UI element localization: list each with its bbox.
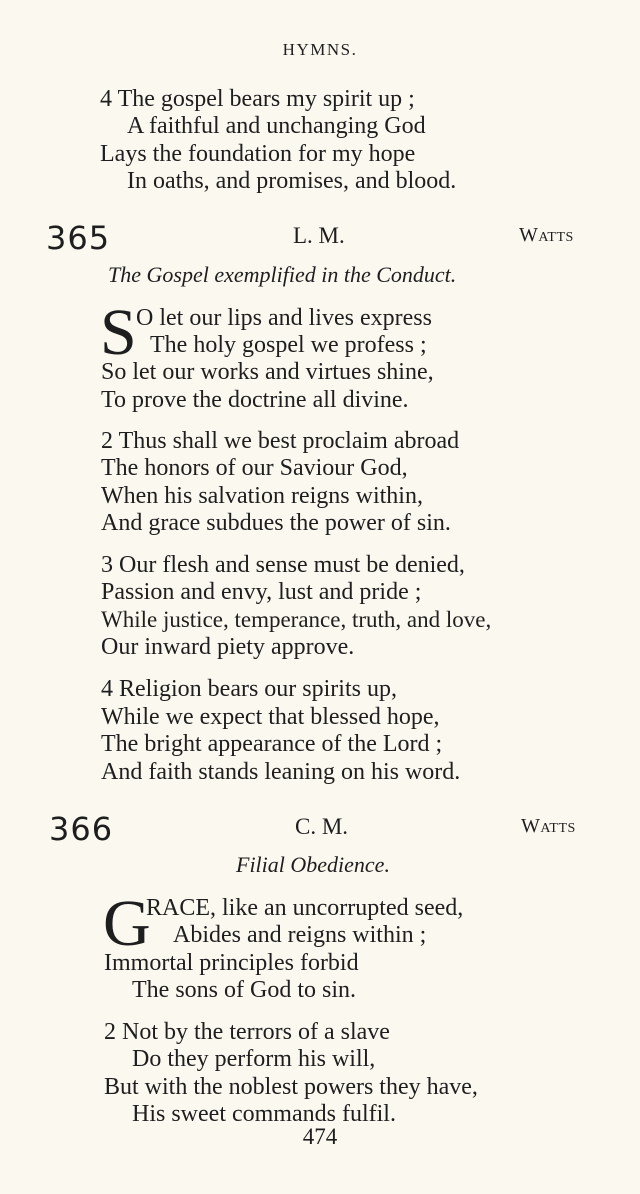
hymn-meter: L. M. [293, 223, 345, 248]
verse-line: Our inward piety approve. [101, 634, 355, 660]
hymn-title: Filial Obedience. [236, 852, 390, 877]
hymn-number: 366 [49, 810, 114, 848]
verse-line: While justice, temperance, truth, and love, [101, 607, 492, 632]
verse-line: So let our works and virtues shine, [101, 359, 434, 385]
page-number: 474 [302, 1124, 338, 1149]
verse-line: Do they perform his will, [132, 1046, 376, 1072]
verse-line: His sweet commands fulfil. [132, 1101, 396, 1127]
drop-cap: G [103, 887, 151, 960]
verse-line: While we expect that blessed hope, [101, 704, 440, 730]
verse-line: And faith stands leaning on his word. [101, 759, 461, 785]
verse-line: 3 Our flesh and sense must be denied, [101, 552, 465, 578]
verse-line: Passion and envy, lust and pride ; [101, 579, 422, 605]
verse-line: Abides and reigns within ; [173, 922, 427, 948]
hymn-meter: C. M. [295, 814, 349, 839]
verse-line: When his salvation reigns within, [101, 483, 423, 509]
verse-line: 2 Thus shall we best proclaim abroad [101, 428, 460, 454]
verse-line: But with the noblest powers they have, [104, 1074, 478, 1100]
hymn-title: The Gospel exemplified in the Conduct. [108, 262, 457, 287]
verse-line: In oaths, and promises, and blood. [127, 168, 457, 194]
verse-line: The holy gospel we profess ; [150, 332, 427, 358]
verse-line: RACE, like an uncorrupted seed, [146, 895, 464, 921]
hymn-author: Watts [519, 224, 574, 246]
verse-line: A faithful and unchanging God [127, 113, 426, 139]
running-head: HYMNS. [282, 40, 358, 59]
verse-line: The honors of our Saviour God, [101, 455, 408, 481]
verse-line: Lays the foundation for my hope [100, 141, 416, 167]
verse-line: 4 Religion bears our spirits up, [101, 676, 397, 702]
verse-line: And grace subdues the power of sin. [101, 510, 451, 536]
hymn-number: 365 [46, 219, 111, 257]
verse-line: Immortal principles forbid [104, 950, 359, 976]
verse-line: O let our lips and lives express [136, 305, 432, 331]
verse-line: The sons of God to sin. [132, 977, 356, 1003]
verse-line: 4 The gospel bears my spirit up ; [100, 86, 415, 112]
hymn-author: Watts [521, 815, 576, 837]
verse-line: 2 Not by the terrors of a slave [104, 1019, 390, 1045]
verse-line: The bright appearance of the Lord ; [101, 731, 443, 757]
verse-line: To prove the doctrine all divine. [101, 387, 409, 413]
drop-cap: S [100, 296, 137, 369]
